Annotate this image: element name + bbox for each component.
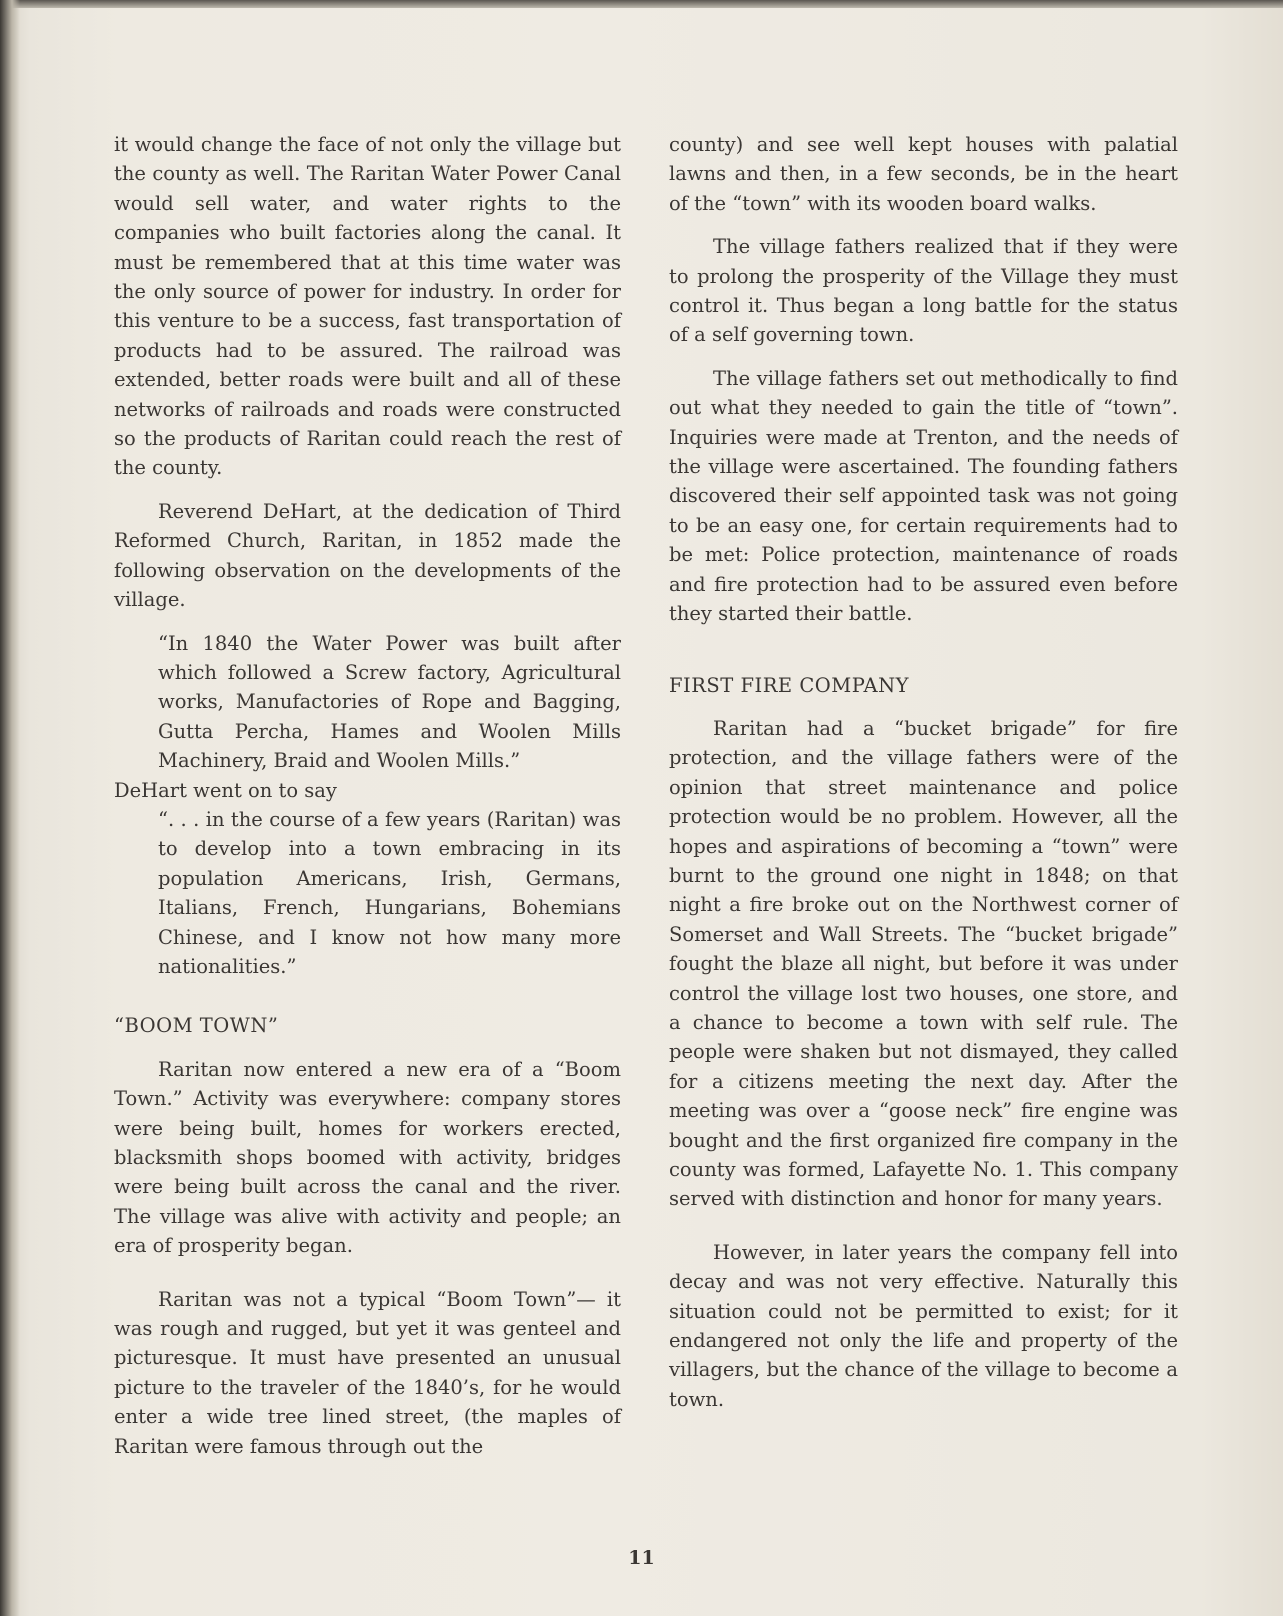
paragraph: The village fathers realized that if they were to prolong the prosperity of the Village they must control it. Thus began a long battle for the status of a self governing town. [669,235,1178,347]
paragraph: Reverend DeHart, at the dedication of Third Reformed Church, Raritan, in 1852 made the following observation on the developments of the village. [114,499,621,612]
left-column [114,130,621,1461]
section-heading: FIRST FIRE COMPANY [669,673,910,697]
page-number: 11 [628,1547,655,1569]
paragraph: Raritan was not a typical “Boom Town”— it was rough and rugged, but yet it was genteel and picturesque. It must have presented an unusual picture to the traveler of the 1840’s, for he would enter a wide tree lined street, (the maples of Raritan were famous through out the [114,1287,621,1458]
paragraph: Raritan had a “bucket brigade” for fire protection, and the village fathers were of the opinion that street maintenance and police protection would be no problem. However, all the hopes and aspirations of becoming a “town” were burnt to the ground one night in 1848; on that night a fire broke out on the Northwest corner of Somerset and Wall Streets. The “bucket brigade” fought the blaze all night, but before it was under control the village lost two houses, one store, and a chance to become a town with self rule. The people were shaken but not dismayed, they called for a citizens meeting the next day. After the meeting was over a “goose neck” fire engine was bought and the first organized fire company in the county was formed, Lafayette No. 1. This company served with distinction and honor for many years. [669,716,1178,1211]
block-quote: “In 1840 the Water Power was built after which followed a Screw factory, Agricultural works, Manufactories of Rope and Bagging, Gutta Percha, Hames and Woolen Mills Machinery, Braid and Woolen Mills.” [158,631,621,773]
paragraph: county) and see well kept houses with palatial lawns and then, in a few seconds, be in the heart of the “town” with its wooden board walks. [669,133,1178,215]
paragraph: Raritan now entered a new era of a “Boom Town.” Activity was everywhere: company stores were being built, homes for workers erected, blacksmith shops boomed with activity, bridges were being built across the canal and the river. The village was alive with activity and people; an era of prosperity began. [114,1057,621,1258]
block-quote: “. . . in the course of a few years (Raritan) was to develop into a town embracing in its population Americans, Irish, Germans, Italians, French, Hungarians, Bohemians Chinese, and I know not how many more nationalities.” [158,807,621,978]
paragraph: DeHart went on to say [114,778,337,802]
right-column [669,130,1178,1414]
section-heading: “BOOM TOWN” [114,1014,279,1038]
page-top-edge [0,0,1283,8]
paragraph: The village fathers set out methodically to find out what they needed to gain the title of “town”. Inquiries were made at Trenton, and the needs of the village were ascertained. The founding fathers discovered their self appointed task was not going to be an easy one, for certain requirements had to be met: Police protection, maintenance of roads and fire protection had to be assured even before they started their battle. [669,366,1178,626]
paragraph: However, in later years the company fell into decay and was not very effective. Naturally this situation could not be permitted to exist; for it endangered not only the life and property of the villagers, but the chance of the village to become a town. [669,1240,1178,1411]
page-binding-edge [0,0,20,1616]
paragraph: it would change the face of not only the village but the county as well. The Raritan Water Power Canal would sell water, and water rights to the companies who built factories along the canal. It must be remembered that at this time water was the only source of power for industry. In order for this venture to be a success, fast transportation of products had to be assured. The railroad was extended, better roads were built and all of these networks of railroads and roads were constructed so the products of Raritan could reach the rest of the county. [114,133,621,480]
